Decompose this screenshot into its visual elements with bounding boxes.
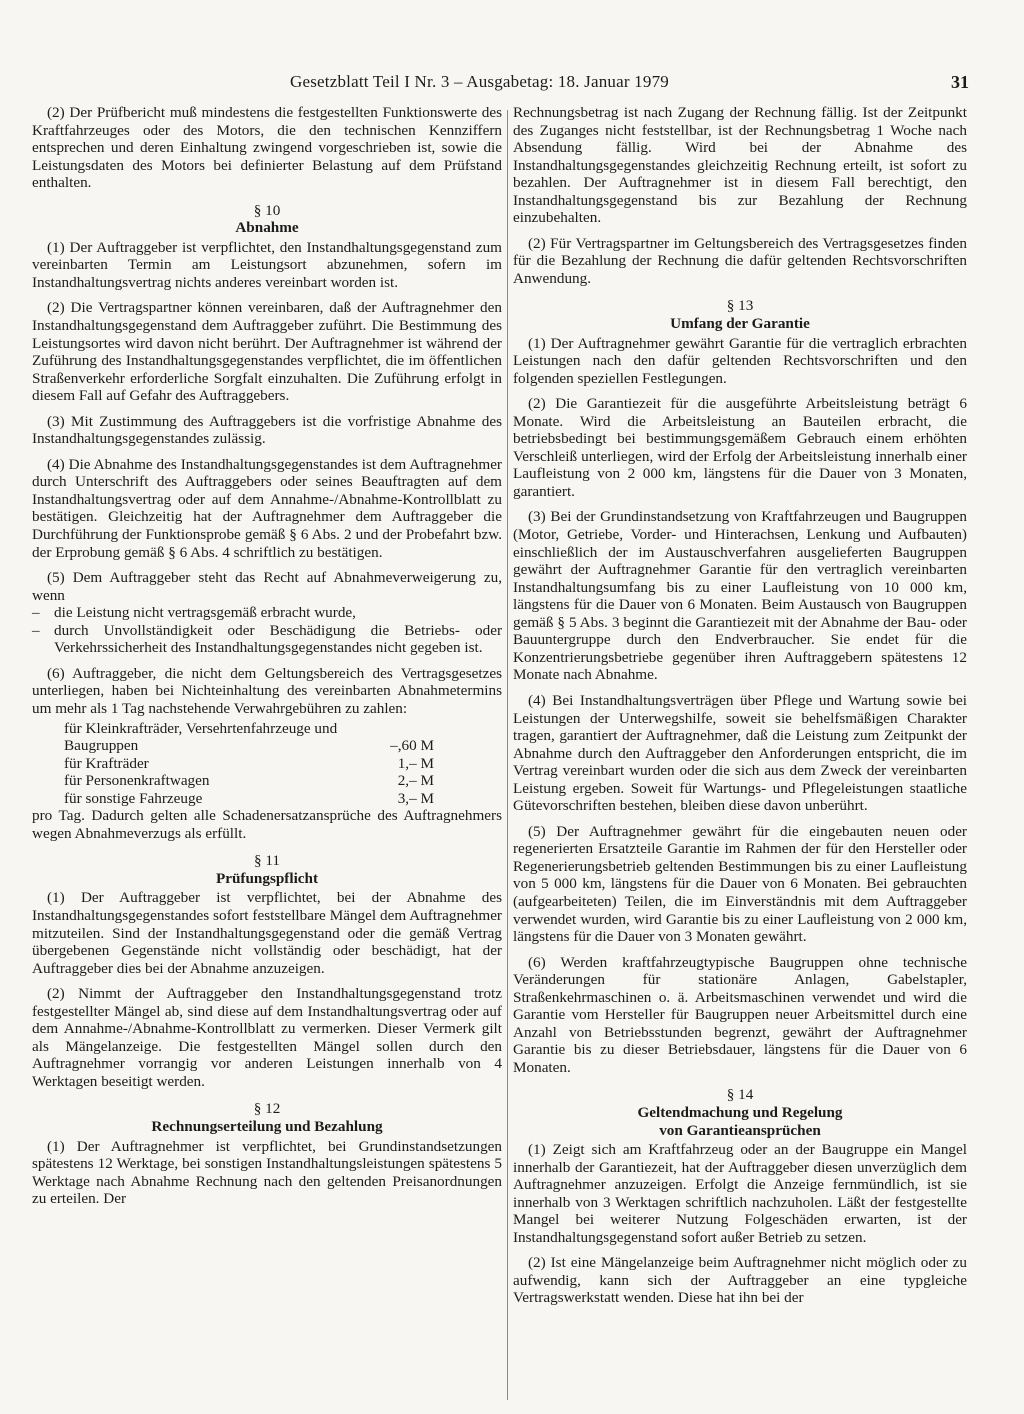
section-14-title-line1: Geltendmachung und Regelung <box>637 1103 843 1121</box>
dash-marker: – <box>32 604 40 622</box>
section-10-number: § 10 <box>253 201 281 219</box>
paragraph-9-2: (2) Der Prüfbericht muß mindestens die festgestellten Funktionswerte des Kraftfahrzeuges oder des Motors, die den technischen Kennziffern entsprechen und deren Einhaltung zwingend vorgeschrieben ist, sowie die Leistungsdaten des Motors bei definierter Belastung auf dem Prüfstand enthalten. <box>32 104 502 192</box>
section-12-title: Rechnungserteilung und Bezahlung <box>151 1117 383 1135</box>
section-13-title: Umfang der Garantie <box>670 315 810 333</box>
paragraph-10-3: (3) Mit Zustimmung des Auftraggebers ist die vorfristige Abnahme des Instandhaltungsgegenstandes zulässig. <box>32 412 502 448</box>
fee-label: für sonstige Fahrzeuge <box>64 789 203 807</box>
section-13-number: § 13 <box>726 297 754 315</box>
paragraph-10-2: (2) Die Vertragspartner können vereinbaren, daß der Auftragnehmer den Instandhaltungsgegenstand dem Auftraggeber zuführt. Die Bestimmung des Leistungsortes wird davon nicht berührt. Der Auftragnehmer ist während der Zuführung des Instandhaltungsgegenstandes verpflichtet, die im öffentlichen Straßenverkehr erforderliche Sorgfalt einzuhalten. Die Zuführung erfolgt in diesem Fall auf Gefahr des Auftraggebers. <box>32 299 502 405</box>
column-divider <box>507 110 508 1400</box>
paragraph-11-1: (1) Der Auftraggeber ist verpflichtet, bei der Abnahme des Instandhaltungsgegenstandes sofort feststellbare Mängel dem Auftragnehmer mitzuteilen. Sind der Instandhaltungsgegenstand oder die gemäß Vertrag übergebenen Gegenstände nicht vollständig oder beschädigt, hat der Auftraggeber dies bei der Abnahme anzuzeigen. <box>32 889 502 977</box>
fee-row <box>32 772 502 790</box>
paragraph-10-4: (4) Die Abnahme des Instandhaltungsgegenstandes ist dem Auftragnehmer durch Unterschrift des Auftraggebers oder seines Beauftragten auf dem Instandhaltungsvertrag oder auf dem Annahme-/Abnahme-Kontrollblatt zu bestätigen. Gleichzeitig hat der Auftragnehmer dem Auftraggeber die Durchführung der Funktionsprobe gemäß § 6 Abs. 2 und der Probefahrt bzw. der Erprobung gemäß § 6 Abs. 4 schriftlich zu bestätigen. <box>32 455 502 561</box>
left-column <box>32 104 502 1208</box>
paragraph-13-6: (6) Werden kraftfahrzeugtypische Baugruppen ohne technische Veränderungen für stationäre Anlagen, Gabelstapler, Straßenkehrmaschinen o. ä. Arbeitsmaschinen verwendet und wird die Garantie vom Hersteller für Baugruppen neuer Arbeitsmittel durch eine Anzahl von Betriebsstunden begrenzt, gewährt der Auftragnehmer Garantie bis zu dieser Betriebsdauer, längstens für die Dauer von 6 Monaten. <box>513 953 967 1076</box>
section-11-title: Prüfungspflicht <box>215 869 319 887</box>
paragraph-13-5: (5) Der Auftragnehmer gewährt für die eingebauten neuen oder regenerierten Ersatzteile Garantie im Rahmen der für den Hersteller oder Regenerierungsbetrieb geltenden Bestimmungen bis zu einer Laufleistung von 5 000 km, längstens für die Dauer von 6 Monaten. Bei gebrauchten (aufgearbeiteten) Teilen, die im Einverständnis mit dem Auftraggeber verwendet wurden, wird Garantie bis zu einer Laufleistung von 2 000 km, längstens für die Dauer von 3 Monaten gewährt. <box>513 822 967 946</box>
paragraph-10-6-end: pro Tag. Dadurch gelten alle Schadenersatzansprüche des Auftragnehmers wegen Abnahmeverzugs als erfüllt. <box>32 807 502 842</box>
section-11-number: § 11 <box>253 852 280 870</box>
paragraph-14-2: (2) Ist eine Mängelanzeige beim Auftragnehmer nicht möglich oder zu aufwendig, kann sich der Auftraggeber an eine typgleiche Vertragswerkstatt wenden. Diese hat ihn bei der <box>513 1254 967 1307</box>
dash-marker: – <box>32 621 40 639</box>
section-14-number: § 14 <box>726 1086 754 1104</box>
paragraph-13-4: (4) Bei Instandhaltungsverträgen über Pflege und Wartung sowie bei Leistungen der Unterwegshilfe, soweit sie behelfsmäßigen Charakter tragen, garantiert der Auftragnehmer, daß die Leistung zum Zeitpunkt der Abnahme durch den Auftraggeber den Anforderungen entspricht, die im Vertrag vereinbart wurden oder die sich aus dem Zweck der vereinbarten Leistung ergeben. Soweit für Wartungs- und Pflegeleistungen staatliche Gütevorschriften bestehen, bleiben diese davon unberührt. <box>513 691 967 815</box>
paragraph-14-1: (1) Zeigt sich am Kraftfahrzeug oder an der Baugruppe ein Mangel innerhalb der Garantiezeit, hat der Auftraggeber diesen unverzüglich dem Auftragnehmer anzuzeigen. Erfolgt die Anzeige fernmündlich, ist sie innerhalb von 3 Werktagen schriftlich nachzuholen. Läßt der festgestellte Mangel bei weiterer Nutzung Folgeschäden erwarten, ist der Instandhaltungsgegenstand sofort außer Betrieb zu setzen. <box>513 1141 967 1246</box>
header-title: Gesetzblatt Teil I Nr. 3 – Ausgabetag: 18. Januar 1979 <box>290 72 669 91</box>
fee-value: 1,– M <box>397 754 434 772</box>
fee-value: 3,– M <box>397 789 434 807</box>
section-12-number: § 12 <box>253 1100 281 1118</box>
paragraph-13-2: (2) Die Garantiezeit für die ausgeführte Arbeitsleistung beträgt 6 Monate. Wird die Arbeitsleistung an Bauteilen erbracht, die betriebsbedingt bei bestimmungsgemäßem Gebrauch einem erhöhten Verschleiß unterliegen, wird der Erfolg der Arbeitsleistung innerhalb einer Laufleistung von 2 000 km, längstens für die Dauer von 3 Monaten, garantiert. <box>513 395 967 500</box>
paragraph-10-1: (1) Der Auftraggeber ist verpflichtet, den Instandhaltungsgegenstand zum vereinbarten Termin am Leistungsort abzunehmen, sofern im Instandhaltungsvertrag nichts anderes vereinbart worden ist. <box>32 238 502 291</box>
list-item-text: die Leistung nicht vertragsgemäß erbracht wurde, <box>54 604 356 622</box>
list-item-text: durch Unvollständigkeit oder Beschädigung die Betriebs- oder Verkehrssicherheit des Instandhaltungsgegenstandes nicht gegeben ist. <box>54 621 502 657</box>
section-14-title-line2: von Garantieansprüchen <box>659 1121 821 1139</box>
fee-label: für Kleinkrafträder, Versehrtenfahrzeuge und Baugruppen <box>64 719 338 755</box>
fee-value: –,60 M <box>390 737 434 755</box>
fee-label: für Personenkraftwagen <box>64 772 210 790</box>
fee-value: 2,– M <box>397 772 434 790</box>
paragraph-13-1: (1) Der Auftragnehmer gewährt Garantie für die vertraglich erbrachten Leistungen nach den dafür geltenden Rechtsvorschriften und den folgenden speziellen Festlegungen. <box>513 334 967 387</box>
list-item <box>32 604 502 622</box>
right-column <box>513 104 967 1307</box>
fee-row <box>32 755 502 773</box>
fee-label: für Krafträder <box>64 754 149 772</box>
section-10-title: Abnahme <box>235 219 299 237</box>
paragraph-12-2: (2) Für Vertragspartner im Geltungsbereich des Vertragsgesetzes finden für die Bezahlung der Rechnung die dafür geltenden Rechtsvorschriften Anwendung. <box>513 234 967 287</box>
paragraph-10-6: (6) Auftraggeber, die nicht dem Geltungsbereich des Vertragsgesetzes unterliegen, haben bei Nichteinhaltung des vereinbarten Abnahmetermins um mehr als 1 Tag nachstehende Verwahrgebühren zu zahlen: <box>32 664 502 717</box>
paragraph-10-5: (5) Dem Auftraggeber steht das Recht auf Abnahmeverweigerung zu, wenn <box>32 569 502 604</box>
fee-row <box>32 790 502 808</box>
paragraph-13-3: (3) Bei der Grundinstandsetzung von Kraftfahrzeugen und Baugruppen (Motor, Getriebe, Vorder- und Hinterachsen, Lenkung und Aufbauten) einschließlich der im Austauschverfahren ausgelieferten Baugruppen gewährt der Auftragnehmer Garantie für den vertraglich vereinbarten Instandhaltungsumfang bis zu einer Laufleistung von 10 000 km, längstens für die Dauer von 6 Monaten. Beim Austausch von Baugruppen gemäß § 5 Abs. 3 beginnt die Garantiezeit mit der Abnahme der Bau- oder Bauuntergruppe durch den Endverbraucher. Sie endet für die Konzentrierungsbetriebe gegenüber ihren Auftraggebern spätestens 12 Monate nach Abnahme. <box>513 508 967 684</box>
paragraph-12-1-continued: Rechnungsbetrag ist nach Zugang der Rechnung fällig. Ist der Zeitpunkt des Zuganges nicht feststellbar, ist der Rechnungsbetrag 1 Woche nach Absendung fällig. Wird bei der Abnahme des Instandhaltungsgegenstandes gleichzeitig Rechnung erteilt, ist sofort zu bezahlen. Der Auftragnehmer ist in diesem Fall berechtigt, den Instandhaltungsgegenstand bis zur Bezahlung der Rechnung einzubehalten. <box>513 104 967 227</box>
paragraph-11-2: (2) Nimmt der Auftraggeber den Instandhaltungsgegenstand trotz festgestellter Mängel ab, sind diese auf dem Instandhaltungsvertrag oder auf dem Annahme-/Abnahme-Kontrollblatt zu vermerken. Dieser Vermerk gilt als Mängelanzeige. Die festgestellten Mängel sollen durch den Auftragnehmer vorrangig vor anderen Leistungen innerhalb von 4 Werktagen beseitigt werden. <box>32 985 502 1090</box>
fee-row <box>32 720 502 755</box>
paragraph-12-1: (1) Der Auftragnehmer ist verpflichtet, bei Grundinstandsetzungen spätestens 12 Werktage, bei sonstigen Instandhaltungsleistungen spätestens 5 Werktage nach Abnahme Rechnung nach den geltenden Preisanordnungen zu erteilen. Der <box>32 1137 502 1208</box>
page-number: 31 <box>951 72 969 92</box>
page-header <box>0 72 1024 100</box>
list-item <box>32 622 502 657</box>
